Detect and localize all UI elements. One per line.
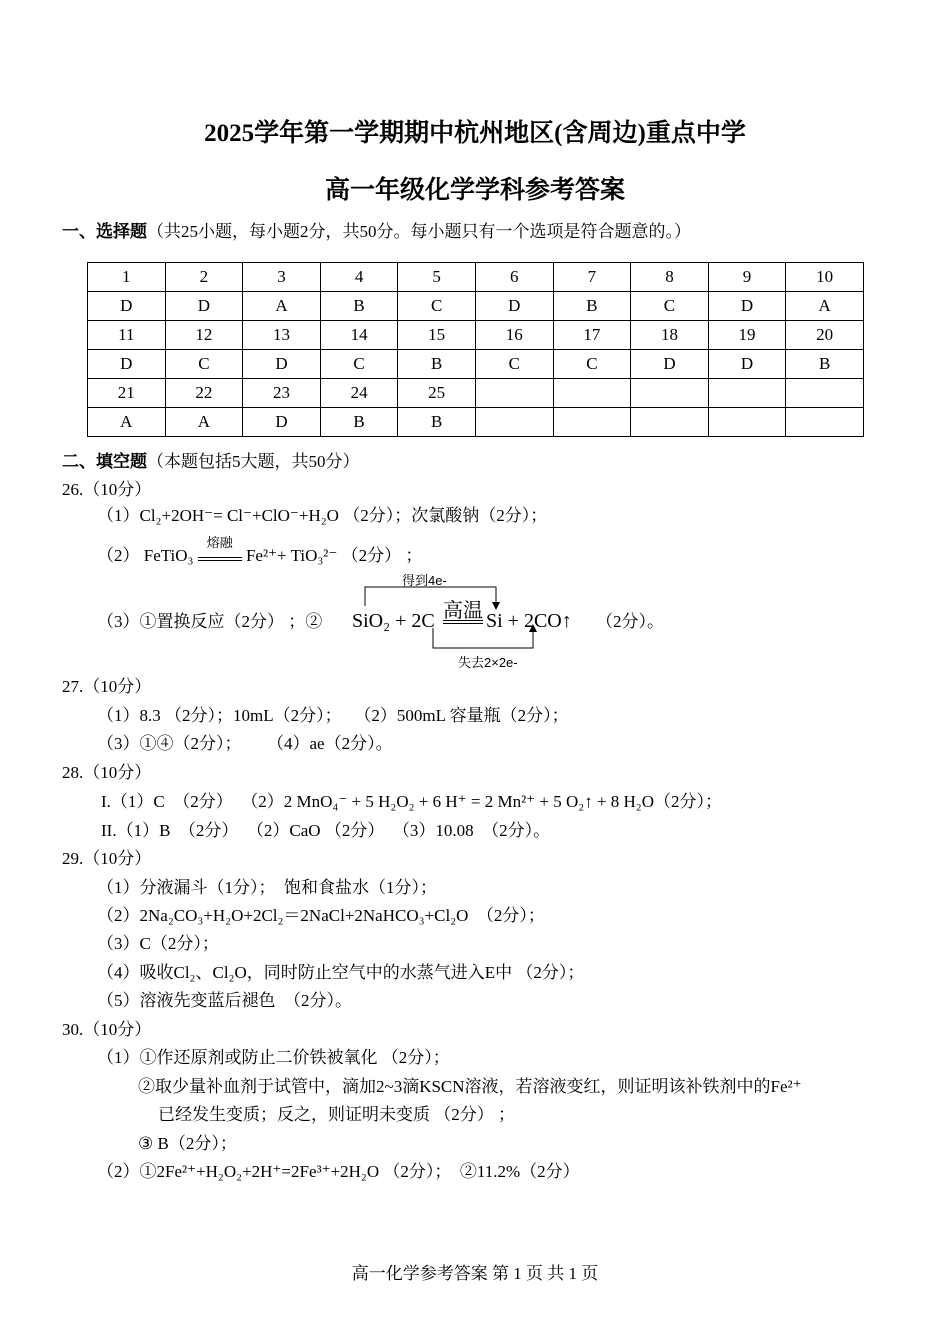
q26-line2-score: （2分） ；	[341, 546, 423, 565]
table-cell: 13	[243, 321, 321, 350]
table-cell: 12	[165, 321, 243, 350]
q26-head: 26.（10分）	[62, 480, 152, 499]
answer-table	[87, 262, 864, 437]
table-row	[88, 350, 864, 379]
table-cell	[708, 408, 786, 437]
q28-line1	[101, 791, 722, 813]
table-cell: D	[708, 292, 786, 321]
section1-heading-line	[62, 221, 691, 243]
table-cell: D	[165, 292, 243, 321]
table-cell: C	[165, 350, 243, 379]
table-cell: 5	[398, 263, 476, 292]
table-row	[88, 292, 864, 321]
q28-head: 28.（10分）	[62, 763, 152, 782]
q26-line3-score: （2分）。	[596, 612, 664, 631]
table-cell: 14	[320, 321, 398, 350]
q28-line1-score: （2分）；	[654, 792, 723, 811]
table-cell: B	[320, 292, 398, 321]
table-cell: 24	[320, 379, 398, 408]
lose-label: 失去2×2e-	[458, 655, 518, 670]
equals-sign	[443, 620, 483, 624]
q26-condition-high-temp: 高温	[443, 600, 483, 622]
table-cell: 17	[553, 321, 631, 350]
q30-head: 30.（10分）	[62, 1020, 152, 1039]
table-cell: D	[88, 292, 166, 321]
table-cell: A	[88, 408, 166, 437]
table-cell: A	[165, 408, 243, 437]
table-cell: A	[243, 292, 321, 321]
table-cell: 2	[165, 263, 243, 292]
section2-heading: 二、填空题	[62, 452, 147, 471]
table-cell	[708, 379, 786, 408]
table-cell: 4	[320, 263, 398, 292]
table-cell: B	[398, 408, 476, 437]
table-cell: 16	[475, 321, 553, 350]
gain-arrowhead	[492, 602, 500, 610]
page-title: 2025学年第一学期期中杭州地区(含周边)重点中学	[204, 120, 746, 147]
q26-line2-prefix: （2）	[97, 546, 140, 565]
section2-heading-line	[62, 451, 360, 473]
electron-transfer-diagram	[348, 570, 618, 670]
q26-line1: （1）Cl₂+2OH⁻= Cl⁻+ClO⁻+H₂O （2分）；次氯酸钠（2分）；	[97, 506, 548, 525]
q29-line4: （4）吸收Cl₂、Cl₂O，同时防止空气中的水蒸气进入E中 （2分）；	[97, 963, 585, 982]
table-cell: 3	[243, 263, 321, 292]
table-cell: 9	[708, 263, 786, 292]
table-cell	[475, 408, 553, 437]
q26-products-si: Si + 2CO↑	[486, 610, 572, 632]
table-cell: B	[320, 408, 398, 437]
q29-line1: （1）分液漏斗（1分）； 饱和食盐水（1分）；	[97, 878, 437, 897]
table-cell: D	[243, 350, 321, 379]
q28-line1-prefix: I.（1）C （2分） （2）	[101, 792, 284, 811]
table-cell: 1	[88, 263, 166, 292]
table-cell: 7	[553, 263, 631, 292]
page-footer: 高一化学参考答案 第 1 页 共 1 页	[351, 1264, 599, 1283]
q26-line3-prefix: （3）①置换反应（2分） ；②	[97, 612, 323, 631]
q30-line3: 已经发生变质；反之，则证明未变质 （2分） ；	[158, 1105, 515, 1124]
q29-head: 29.（10分）	[62, 849, 152, 868]
table-cell: A	[786, 292, 864, 321]
section1-desc: （共25小题，每小题2分，共50分。每小题只有一个选项是符合题意的。）	[147, 222, 691, 241]
table-cell	[475, 379, 553, 408]
table-cell: B	[786, 350, 864, 379]
table-cell	[786, 379, 864, 408]
q29-line3: （3）C（2分）；	[97, 934, 219, 953]
table-cell: C	[398, 292, 476, 321]
equals-sign	[198, 557, 242, 561]
section2-desc: （本题包括5大题，共50分）	[147, 452, 360, 471]
table-cell: 22	[165, 379, 243, 408]
table-cell: B	[553, 292, 631, 321]
table-cell	[786, 408, 864, 437]
q26-condition: 熔融	[206, 535, 233, 550]
q30-line1: （1）①作还原剂或防止二价铁被氧化 （2分）；	[97, 1048, 450, 1067]
q26-reactants: SiO₂ + 2C	[352, 610, 435, 632]
table-cell: C	[553, 350, 631, 379]
table-cell	[553, 408, 631, 437]
table-cell: C	[475, 350, 553, 379]
q30-line5: （2）①2Fe²⁺+H₂O₂+2H⁺=2Fe³⁺+2H₂O （2分）； ②11.2%（2分）	[97, 1162, 580, 1181]
table-cell	[631, 379, 709, 408]
table-cell: C	[631, 292, 709, 321]
table-cell: 20	[786, 321, 864, 350]
q27-line2: （3）①④（2分）； （4）ae（2分）。	[97, 734, 393, 753]
table-row	[88, 321, 864, 350]
q29-line2: （2）2Na₂CO₃+H₂O+2Cl₂＝2NaCl+2NaHCO₃+Cl₂O （2分）；	[97, 906, 545, 925]
table-cell: D	[631, 350, 709, 379]
table-row	[88, 379, 864, 408]
table-cell: 8	[631, 263, 709, 292]
q27-line1: （1）8.3 （2分）；10mL（2分）； （2）500mL 容量瓶（2分）；	[97, 706, 569, 725]
table-cell	[553, 379, 631, 408]
table-cell	[631, 408, 709, 437]
q26-products: Fe²⁺+ TiO₃²⁻	[245, 546, 338, 565]
q26-reactant: FeTiO₃	[143, 546, 194, 565]
table-cell: D	[88, 350, 166, 379]
q28-equation: 2 MnO₄⁻ + 5 H₂O₂ + 6 H⁺ = 2 Mn²⁺ + 5 O₂↑ + 8 H₂O	[283, 792, 655, 811]
table-cell: C	[320, 350, 398, 379]
q26-line2	[97, 535, 423, 567]
table-cell: 15	[398, 321, 476, 350]
table-cell: 18	[631, 321, 709, 350]
table-cell: D	[475, 292, 553, 321]
table-cell: D	[708, 350, 786, 379]
table-cell: 21	[88, 379, 166, 408]
q29-line5: （5）溶液先变蓝后褪色 （2分）。	[97, 991, 352, 1010]
table-cell: 10	[786, 263, 864, 292]
section1-heading: 一、选择题	[62, 222, 147, 241]
table-row	[88, 408, 864, 437]
q30-line2: ②取少量补血剂于试管中，滴加2~3滴KSCN溶液，若溶液变红，则证明该补铁剂中的Fe²⁺	[138, 1077, 802, 1096]
table-cell: D	[243, 408, 321, 437]
gain-label: 得到4e-	[402, 573, 447, 588]
page-subtitle: 高一年级化学学科参考答案	[324, 177, 625, 204]
q26-condition-arrow	[198, 535, 242, 561]
table-cell: 11	[88, 321, 166, 350]
q30-line4: ③ B（2分）；	[138, 1134, 237, 1153]
table-cell: 6	[475, 263, 553, 292]
table-cell: 23	[243, 379, 321, 408]
table-cell: 25	[398, 379, 476, 408]
q28-line2: II.（1）B （2分） （2）CaO （2分） （3）10.08 （2分）。	[101, 821, 551, 840]
table-cell: B	[398, 350, 476, 379]
table-row	[88, 263, 864, 292]
q27-head: 27.（10分）	[62, 677, 152, 696]
table-cell: 19	[708, 321, 786, 350]
